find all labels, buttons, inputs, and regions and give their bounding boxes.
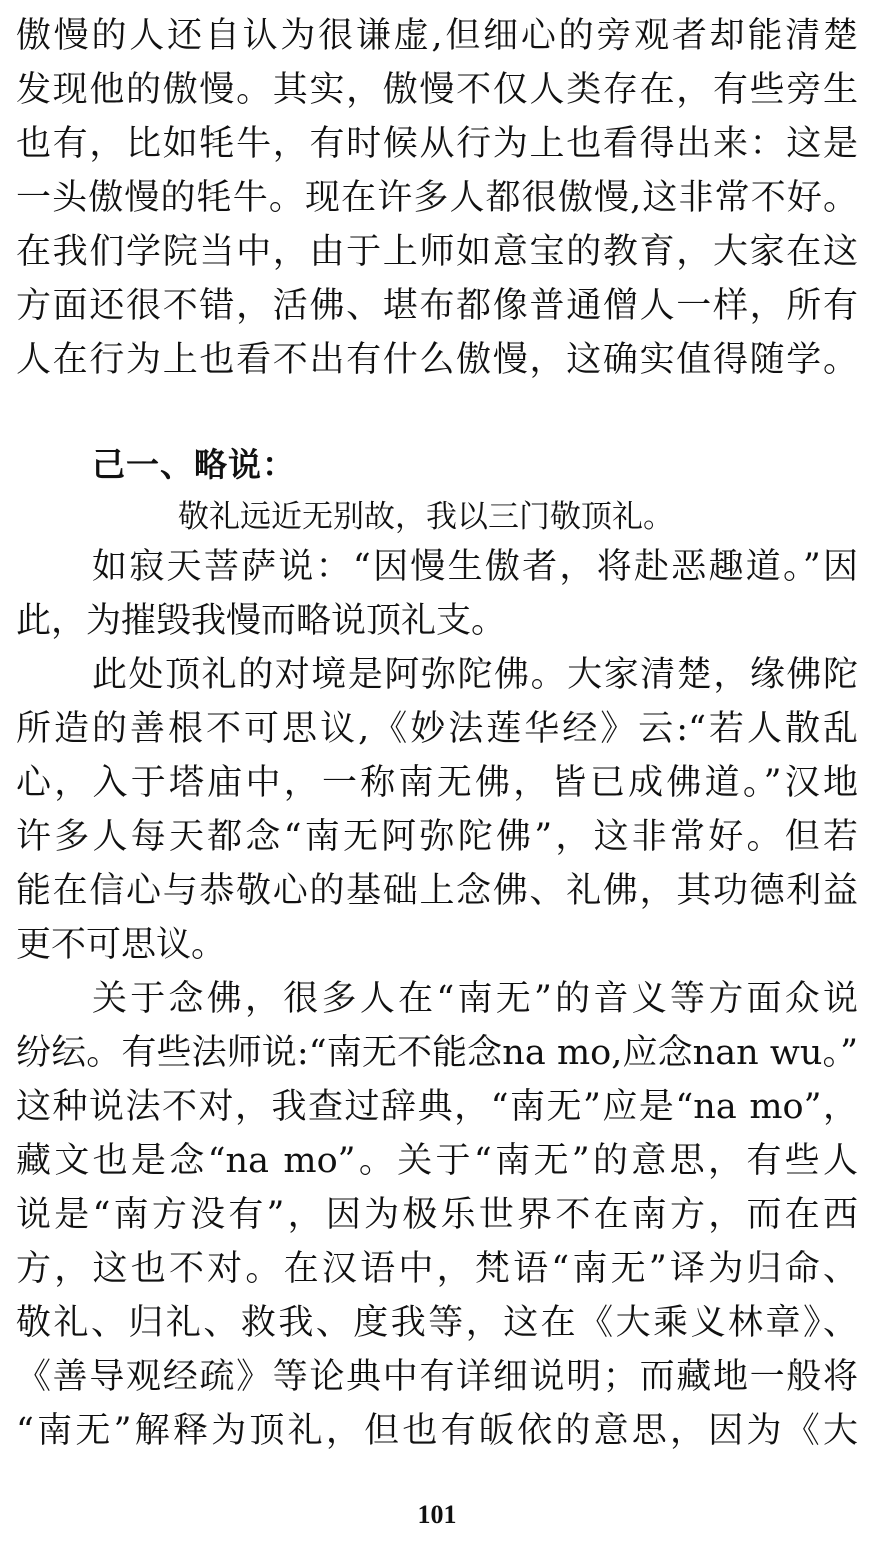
paragraph-4-line: 《善导观经疏》等论典中有详细说明；而藏地一般将 xyxy=(16,1357,858,1397)
paragraph-4-line: 说是“南方没有”，因为极乐世界不在南方，而在西 xyxy=(16,1195,858,1235)
paragraph-4-line: 方，这也不对。在汉语中，梵语“南无”译为归命、 xyxy=(16,1249,858,1289)
section-heading: 己一、略说： xyxy=(92,445,296,484)
paragraph-3-line: 更不可思议。 xyxy=(16,925,227,965)
paragraph-1-line: 人在行为上也看不出有什么傲慢，这确实值得随学。 xyxy=(16,340,858,380)
paragraph-1-line: 在我们学院当中，由于上师如意宝的教育，大家在这 xyxy=(16,232,858,272)
paragraph-4-line: 敬礼、归礼、救我、度我等，这在《大乘义林章》、 xyxy=(16,1303,858,1343)
paragraph-1-line: 方面还很不错，活佛、堪布都像普通僧人一样，所有 xyxy=(16,286,858,326)
page-number: 101 xyxy=(417,1500,457,1529)
paragraph-1-line: 一头傲慢的牦牛。现在许多人都很傲慢,这非常不好。 xyxy=(16,178,858,218)
paragraph-4-line: “南无”解释为顶礼，但也有皈依的意思，因为《大 xyxy=(16,1411,858,1451)
paragraph-1-line: 傲慢的人还自认为很谦虚,但细心的旁观者却能清楚 xyxy=(16,16,858,56)
paragraph-3-line: 所造的善根不可思议,《妙法莲华经》云:“若人散乱 xyxy=(16,709,858,749)
paragraph-4-line: 藏文也是念“na mo”。关于“南无”的意思，有些人 xyxy=(16,1141,858,1181)
root-verse: 敬礼远近无别故，我以三门敬顶礼。 xyxy=(178,499,674,535)
paragraph-4-line: 这种说法不对，我查过辞典，“南无”应是“na mo”， xyxy=(16,1087,858,1127)
paragraph-3-line: 心，入于塔庙中，一称南无佛，皆已成佛道。”汉地 xyxy=(16,763,858,803)
paragraph-4-line: 关于念佛，很多人在“南无”的音义等方面众说 xyxy=(92,979,858,1019)
paragraph-4-line: 纷纭。有些法师说:“南无不能念na mo,应念nan wu。” xyxy=(16,1033,858,1073)
paragraph-1-line: 也有，比如牦牛，有时候从行为上也看得出来：这是 xyxy=(16,124,858,164)
paragraph-3-line: 能在信心与恭敬心的基础上念佛、礼佛，其功德利益 xyxy=(16,871,858,911)
paragraph-3-line: 许多人每天都念“南无阿弥陀佛”，这非常好。但若 xyxy=(16,817,858,857)
paragraph-1-line: 发现他的傲慢。其实，傲慢不仅人类存在，有些旁生 xyxy=(16,70,858,110)
document-page xyxy=(16,0,858,1543)
paragraph-3-line: 此处顶礼的对境是阿弥陀佛。大家清楚，缘佛陀 xyxy=(92,655,858,695)
paragraph-2-line: 如寂天菩萨说：“因慢生傲者，将赴恶趣道。”因 xyxy=(92,547,858,587)
paragraph-2-line: 此，为摧毁我慢而略说顶礼支。 xyxy=(16,601,507,641)
